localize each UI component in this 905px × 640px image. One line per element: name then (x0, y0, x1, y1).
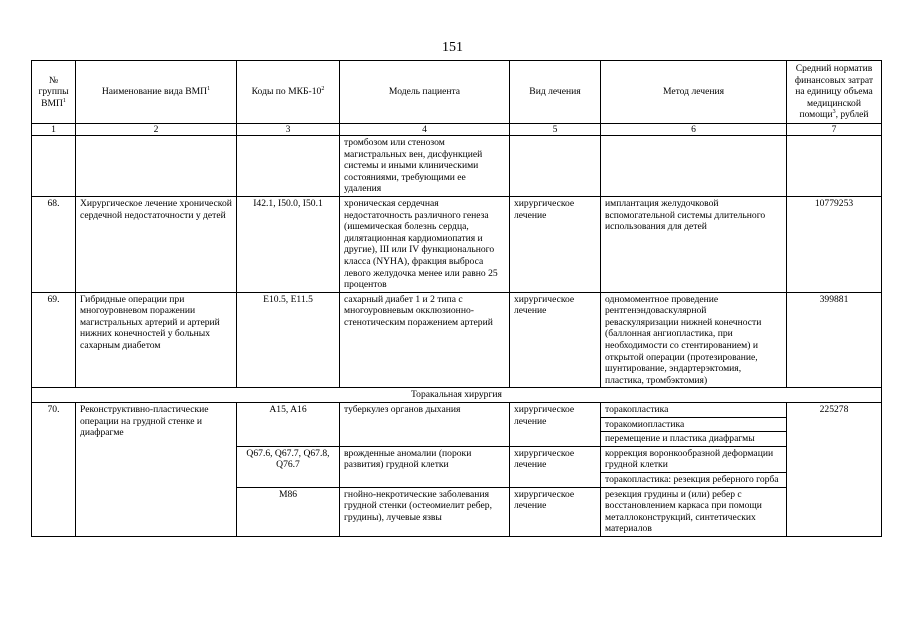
method-cell: коррекция воронкообразной деформации грудной клетки (601, 446, 787, 472)
model-cell: сахарный диабет 1 и 2 типа с многоуровневым окклюзионно-стенотическим поражением артерий (340, 292, 510, 388)
header-model: Модель пациента (340, 61, 510, 124)
page-number: 151 (442, 40, 463, 55)
column-number: 4 (340, 123, 510, 135)
treatment-cell: хирургическое лечение (510, 403, 601, 447)
group-number-cell: 69. (32, 292, 76, 388)
section-row (32, 388, 882, 403)
method-cell: резекция грудины и (или) ребер с восстановлением каркаса при помощи металлоконструкций, синтетических материалов (601, 487, 787, 536)
norm-cell: 399881 (787, 292, 882, 388)
treatment-cell: хирургическое лечение (510, 292, 601, 388)
vmp-table (31, 60, 882, 537)
header-name: Наименование вида ВМП$^1$ (76, 61, 237, 124)
column-number: 7 (787, 123, 882, 135)
header-row (32, 61, 882, 124)
model-cell: тромбозом или стенозом магистральных вен, дисфункцией системы и иными клиническими состояниями, требующими ее удаления (340, 135, 510, 196)
icd-codes-cell: Q67.6, Q67.7, Q67.8, Q76.7 (237, 446, 340, 487)
icd-codes-cell: M86 (237, 487, 340, 536)
column-number: 3 (237, 123, 340, 135)
column-number: 2 (76, 123, 237, 135)
table-row-69 (32, 292, 882, 388)
norm-cell: 10779253 (787, 196, 882, 292)
norm-cell: 225278 (787, 403, 882, 537)
method-cell: одномоментное проведение рентгенэндоваскулярной реваскуляризации нижней конечности (баллонная ангиопластика, при необходимости со стентированием) и открытой операции (протезирование, шунтирование, эндартерэктомия, пластика, тромбэктомия) (601, 292, 787, 388)
model-cell: гнойно-некротические заболевания грудной стенки (остеомиелит ребер, грудины), лучевые язвы (340, 487, 510, 536)
column-number: 5 (510, 123, 601, 135)
table-row-continuation (32, 135, 882, 196)
model-cell: туберкулез органов дыхания (340, 403, 510, 447)
table-row-70 (32, 403, 882, 418)
header-treatment: Вид лечения (510, 61, 601, 124)
group-number-cell: 68. (32, 196, 76, 292)
section-title: Торакальная хирургия (32, 388, 882, 403)
vmp-name-cell: Хирургическое лечение хронической сердечной недостаточности у детей (76, 196, 237, 292)
method-cell: торакопластика (601, 403, 787, 418)
column-number: 1 (32, 123, 76, 135)
vmp-name-cell: Реконструктивно-пластические операции на грудной стенке и диафрагме (76, 403, 237, 537)
header-group: № группы ВМП$^1$ (32, 61, 76, 124)
group-number-cell: 70. (32, 403, 76, 537)
header-codes: Коды по МКБ-$10^2$ (237, 61, 340, 124)
column-number-row (32, 123, 882, 135)
treatment-cell: хирургическое лечение (510, 446, 601, 487)
method-cell: перемещение и пластика диафрагмы (601, 432, 787, 447)
column-number: 6 (601, 123, 787, 135)
method-cell: торакомиопластика (601, 417, 787, 432)
method-cell: имплантация желудочковой вспомогательной системы длительного использования для детей (601, 196, 787, 292)
header-norm: Средний норматив финансовых затрат на единицу объема медицинской помощи$^3$, рублей (787, 61, 882, 124)
method-cell: торакопластика: резекция реберного горба (601, 473, 787, 488)
treatment-cell: хирургическое лечение (510, 487, 601, 536)
model-cell: хроническая сердечная недостаточность различного генеза (ишемическая болезнь сердца, дилятационная кардиомиопатия и другие), III или IV функционального класса (NYHA), фракция выброса левого желудочка менее или равно 25 процентов (340, 196, 510, 292)
icd-codes-cell: I42.1, I50.0, I50.1 (237, 196, 340, 292)
vmp-name-cell: Гибридные операции при многоуровневом поражении магистральных артерий и артерий нижних конечностей у больных сахарным диабетом (76, 292, 237, 388)
table-row-68 (32, 196, 882, 292)
icd-codes-cell: A15, A16 (237, 403, 340, 447)
treatment-cell: хирургическое лечение (510, 196, 601, 292)
model-cell: врожденные аномалии (пороки развития) грудной клетки (340, 446, 510, 487)
header-method: Метод лечения (601, 61, 787, 124)
icd-codes-cell: E10.5, E11.5 (237, 292, 340, 388)
